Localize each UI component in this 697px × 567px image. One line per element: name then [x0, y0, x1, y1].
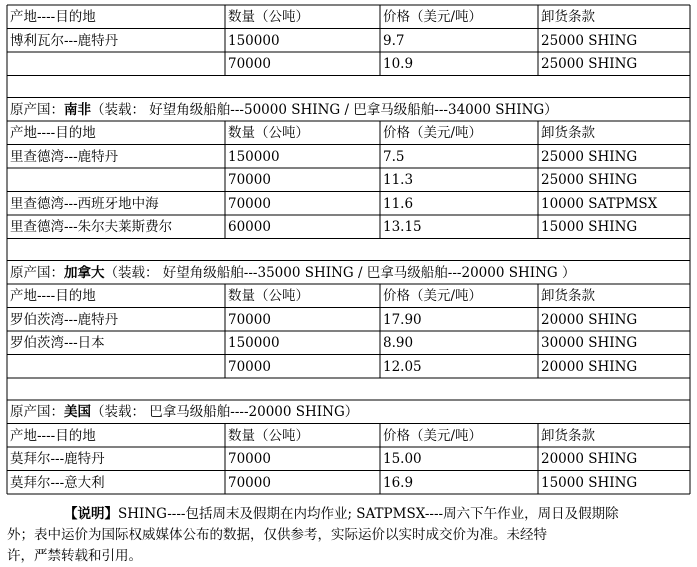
column-header: 价格（美元/吨）	[383, 288, 483, 304]
table-cell: 里查德湾---西班牙地中海	[10, 195, 159, 212]
loading-terms: （装载： 好望角级船舶---50000 SHING / 巴拿马级船舶---34000 SHING）	[91, 101, 558, 118]
table-cell: 8.90	[383, 335, 414, 351]
table-cell: 70000	[228, 474, 271, 491]
origin-country-row	[10, 102, 558, 118]
table-cell: 25000 SHING	[541, 32, 638, 49]
table-cell: 70000	[228, 451, 271, 467]
table-cell: 70000	[228, 311, 271, 328]
table-cell: 11.3	[383, 172, 414, 188]
table-cell: 15.00	[383, 451, 422, 467]
table-cell: 10000 SATPMSX	[541, 195, 658, 212]
table-cell: 10.9	[383, 56, 414, 72]
origin-country-row	[10, 404, 358, 420]
table-cell: 20000 SHING	[541, 311, 638, 328]
table-cell: 20000 SHING	[541, 358, 638, 375]
table-cell: 60000	[228, 219, 271, 235]
explanatory-note	[7, 504, 690, 567]
table-cell: 150000	[228, 148, 280, 165]
table-cell: 莫拜尔---意大利	[10, 474, 105, 491]
column-header: 产地----目的地	[10, 9, 96, 25]
table-cell: 150000	[228, 32, 280, 49]
column-header: 价格（美元/吨）	[383, 9, 483, 25]
column-header: 数量（公吨）	[228, 9, 309, 25]
column-header: 价格（美元/吨）	[383, 125, 483, 141]
column-header: 卸货条款	[541, 288, 595, 304]
table-cell: 150000	[228, 335, 280, 351]
column-header: 卸货条款	[541, 125, 595, 141]
note-line-3: 许，严禁转载和引用。	[7, 548, 142, 564]
origin-country-name: 南非	[64, 101, 91, 118]
table-cell: 7.5	[383, 148, 405, 165]
table-cell: 11.6	[383, 195, 414, 212]
table-cell: 30000 SHING	[541, 335, 638, 351]
table-cell: 13.15	[383, 219, 422, 235]
column-header: 卸货条款	[541, 427, 595, 444]
table-cell: 70000	[228, 195, 271, 212]
table-cell: 20000 SHING	[541, 451, 638, 467]
note-line-2: 外；表中运价为国际权威媒体公布的数据，仅供参考，实际运价以实时成交价为准。未经特	[7, 527, 547, 543]
loading-terms: （装载： 好望角级船舶---35000 SHING / 巴拿马级船舶---20000 SHING ）	[104, 264, 576, 281]
origin-country-name: 美国	[64, 404, 91, 420]
table-cell: 15000 SHING	[541, 219, 638, 235]
table-cell: 70000	[228, 172, 271, 188]
column-header: 产地----目的地	[10, 125, 96, 141]
table-cell: 博利瓦尔---鹿特丹	[10, 32, 119, 49]
column-header: 卸货条款	[541, 9, 595, 25]
table-cell: 9.7	[383, 32, 405, 49]
column-header: 价格（美元/吨）	[383, 427, 483, 444]
column-header: 数量（公吨）	[228, 288, 309, 304]
note-label: 【说明】	[64, 506, 118, 522]
origin-country-name: 加拿大	[64, 264, 105, 281]
column-header: 产地----目的地	[10, 288, 96, 304]
table-cell: 15000 SHING	[541, 474, 638, 491]
column-header: 产地----目的地	[10, 427, 96, 444]
origin-label: 原产国：	[10, 264, 64, 281]
table-cell: 70000	[228, 358, 271, 375]
table-cell: 17.90	[383, 311, 422, 328]
table-cell: 罗伯茨湾---日本	[10, 335, 105, 351]
table-cell: 里查德湾---鹿特丹	[10, 148, 119, 165]
table-cell: 12.05	[383, 358, 422, 375]
origin-label: 原产国：	[10, 404, 64, 420]
table-cell: 16.9	[383, 474, 414, 491]
table-cell: 罗伯茨湾---鹿特丹	[10, 311, 119, 328]
table-cell: 70000	[228, 56, 271, 72]
table-cell: 里查德湾---朱尔夫莱斯费尔	[10, 219, 173, 235]
loading-terms: （装载： 巴拿马级船舶----20000 SHING）	[91, 404, 359, 420]
note-line-1: SHING----包括周末及假期在内均作业; SATPMSX----周六下午作业，周日及假期除	[118, 506, 619, 522]
column-header: 数量（公吨）	[228, 427, 309, 444]
origin-country-row	[10, 265, 575, 281]
table-cell: 25000 SHING	[541, 172, 638, 188]
origin-label: 原产国：	[10, 101, 64, 118]
column-header: 数量（公吨）	[228, 125, 309, 141]
table-cell: 25000 SHING	[541, 56, 638, 72]
table-cell: 25000 SHING	[541, 148, 638, 165]
table-cell: 莫拜尔---鹿特丹	[10, 451, 105, 467]
